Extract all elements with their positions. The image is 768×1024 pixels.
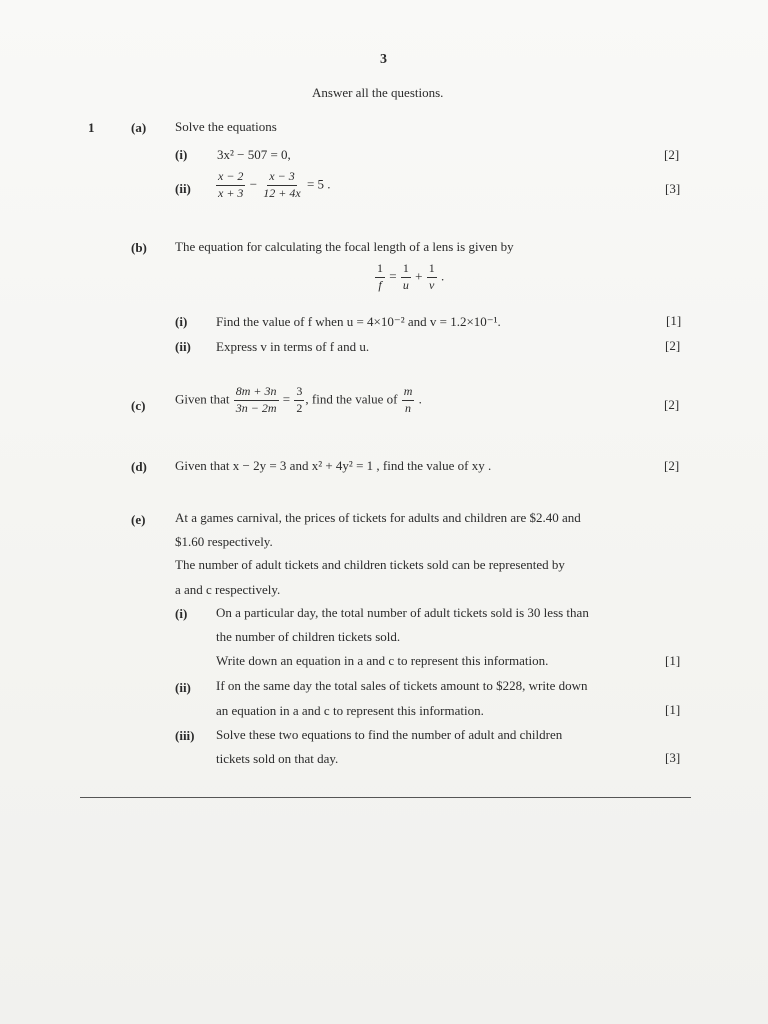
part-a-label: (a) bbox=[131, 120, 147, 135]
part-b-i-marks: [1] bbox=[666, 313, 682, 328]
part-e-ii-line-1: If on the same day the total sales of tickets amount to $228, write down bbox=[216, 678, 588, 693]
part-e-ii-line-2: an equation in a and c to represent this information. bbox=[216, 703, 484, 718]
period: . bbox=[440, 268, 445, 284]
part-e-line-2: $1.60 respectively. bbox=[175, 534, 273, 549]
part-e-line-4: a and c respectively. bbox=[175, 582, 281, 597]
part-a-ii-equation bbox=[215, 170, 331, 201]
denominator: f bbox=[378, 277, 382, 292]
part-e-label: (e) bbox=[131, 512, 146, 527]
denominator: 12 + 4x bbox=[263, 185, 301, 200]
numerator: 1 bbox=[401, 262, 411, 278]
numerator: m bbox=[402, 385, 415, 401]
part-e-iii-line-2: tickets sold on that day. bbox=[216, 751, 339, 766]
part-b-i-label: (i) bbox=[175, 314, 188, 329]
lens-formula bbox=[374, 262, 444, 293]
part-c-label: (c) bbox=[131, 398, 146, 413]
numerator: 1 bbox=[375, 262, 385, 278]
fraction bbox=[234, 385, 279, 416]
part-b-ii-marks: [2] bbox=[665, 338, 681, 353]
part-b-stem: The equation for calculating the focal length of a lens is given by bbox=[175, 239, 514, 254]
part-a-ii-label: (ii) bbox=[175, 181, 191, 196]
part-b-label: (b) bbox=[131, 240, 147, 255]
fraction bbox=[294, 385, 304, 416]
denominator: 3n − 2m bbox=[235, 400, 277, 415]
numerator: 1 bbox=[427, 262, 437, 278]
given-that-text: Given that bbox=[175, 391, 230, 407]
part-e-i-line-2: the number of children tickets sold. bbox=[216, 629, 401, 644]
numerator: 3 bbox=[294, 385, 304, 401]
fraction bbox=[401, 262, 411, 293]
instruction: Answer all the questions. bbox=[312, 85, 444, 100]
fraction bbox=[261, 170, 302, 201]
part-a-i-label: (i) bbox=[175, 147, 188, 162]
part-b-ii-label: (ii) bbox=[175, 339, 191, 354]
part-a-ii-marks: [3] bbox=[665, 181, 681, 196]
part-e-line-1: At a games carnival, the prices of tickets for adults and children are $2.40 and bbox=[175, 510, 581, 525]
fraction bbox=[402, 385, 415, 416]
part-d-marks: [2] bbox=[664, 458, 680, 473]
part-c-marks: [2] bbox=[664, 397, 680, 412]
denominator: v bbox=[429, 277, 435, 292]
part-b-i-text: Find the value of f when u = 4×10⁻² and v = 1.2×10⁻¹. bbox=[216, 314, 501, 329]
equals-sign: = bbox=[389, 268, 397, 284]
fraction bbox=[427, 262, 437, 293]
part-e-iii-label: (iii) bbox=[175, 728, 195, 743]
page-number: 3 bbox=[380, 52, 387, 67]
equals-sign: = bbox=[282, 391, 291, 407]
part-a-stem: Solve the equations bbox=[175, 119, 277, 134]
right-hand-side: = 5 . bbox=[306, 176, 331, 192]
part-b-ii-text: Express v in terms of f and u. bbox=[216, 339, 370, 354]
part-e-i-line-1: On a particular day, the total number of adult tickets sold is 30 less than bbox=[216, 605, 589, 620]
part-e-ii-marks: [1] bbox=[665, 702, 681, 717]
part-e-i-label: (i) bbox=[175, 606, 188, 621]
numerator: x − 2 bbox=[216, 170, 245, 186]
period: . bbox=[418, 391, 422, 407]
section-divider bbox=[80, 797, 691, 798]
part-e-i-line-3: Write down an equation in a and c to represent this information. bbox=[216, 653, 549, 668]
part-a-i-expression: 3x² − 507 = 0, bbox=[217, 147, 291, 162]
find-text: , find the value of bbox=[305, 391, 398, 407]
part-a-i-marks: [2] bbox=[664, 147, 680, 162]
denominator: x + 3 bbox=[218, 185, 244, 200]
part-d-label: (d) bbox=[131, 459, 147, 474]
question-number: 1 bbox=[88, 120, 95, 135]
part-e-line-3: The number of adult tickets and children tickets sold can be represented by bbox=[175, 557, 565, 572]
part-d-text: Given that x − 2y = 3 and x² + 4y² = 1 , find the value of xy . bbox=[175, 458, 492, 473]
part-e-iii-marks: [3] bbox=[665, 750, 681, 765]
part-e-ii-label: (ii) bbox=[175, 680, 191, 695]
numerator: x − 3 bbox=[267, 170, 296, 186]
denominator: 2 bbox=[296, 400, 303, 415]
part-e-i-marks: [1] bbox=[665, 653, 681, 668]
plus-sign: + bbox=[415, 268, 423, 284]
part-e-iii-line-1: Solve these two equations to find the number of adult and children bbox=[216, 727, 563, 742]
minus-sign: − bbox=[249, 176, 258, 192]
fraction bbox=[216, 170, 245, 201]
denominator: u bbox=[402, 277, 409, 292]
part-c-text bbox=[175, 385, 422, 416]
fraction bbox=[375, 262, 385, 293]
numerator: 8m + 3n bbox=[234, 385, 279, 401]
denominator: n bbox=[405, 400, 412, 415]
